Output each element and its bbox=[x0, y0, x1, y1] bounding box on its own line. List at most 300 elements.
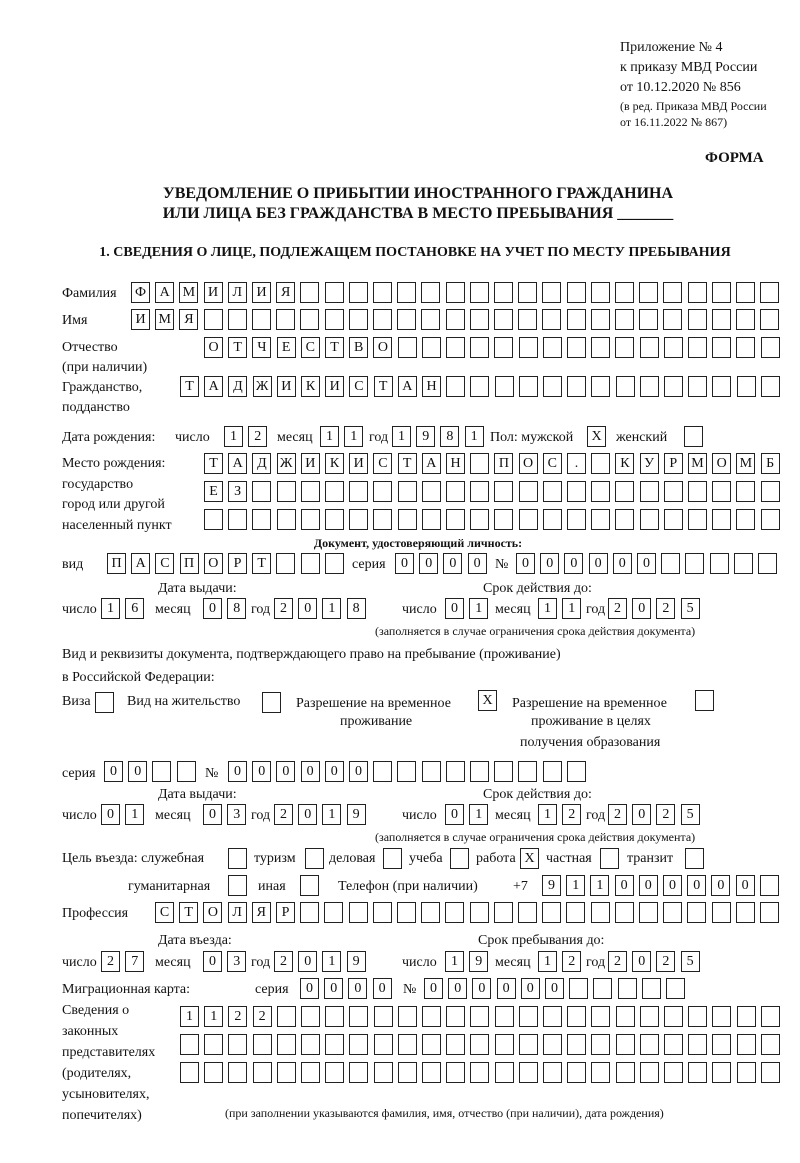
char-cell[interactable] bbox=[325, 553, 344, 574]
char-cell[interactable] bbox=[615, 481, 634, 502]
char-cell[interactable]: З bbox=[228, 481, 247, 502]
char-cell[interactable] bbox=[325, 1006, 344, 1027]
char-cell[interactable]: 0 bbox=[663, 875, 682, 896]
char-cell[interactable]: 0 bbox=[419, 553, 438, 574]
char-cell[interactable] bbox=[736, 282, 755, 303]
char-cell[interactable] bbox=[446, 481, 465, 502]
char-cell[interactable]: 6 bbox=[125, 598, 144, 619]
char-cell[interactable]: 1 bbox=[562, 598, 581, 619]
char-cell[interactable]: 5 bbox=[681, 951, 700, 972]
char-cell[interactable] bbox=[446, 282, 465, 303]
char-cell[interactable] bbox=[712, 1006, 731, 1027]
char-cell[interactable] bbox=[761, 481, 780, 502]
purpose-transit-checkbox[interactable] bbox=[685, 848, 704, 869]
char-cell[interactable] bbox=[446, 1034, 465, 1055]
char-cell[interactable] bbox=[252, 481, 271, 502]
purpose-private-checkbox[interactable] bbox=[600, 848, 619, 869]
char-cell[interactable]: 0 bbox=[472, 978, 491, 999]
char-cell[interactable]: 1 bbox=[322, 598, 341, 619]
char-cell[interactable]: 0 bbox=[298, 598, 317, 619]
char-cell[interactable] bbox=[615, 902, 634, 923]
char-cell[interactable]: 2 bbox=[608, 804, 627, 825]
char-cell[interactable]: 0 bbox=[632, 804, 651, 825]
char-cell[interactable] bbox=[470, 902, 489, 923]
char-cell[interactable] bbox=[567, 309, 586, 330]
char-cell[interactable] bbox=[422, 761, 441, 782]
char-cell[interactable]: 2 bbox=[562, 951, 581, 972]
char-cell[interactable] bbox=[422, 1006, 441, 1027]
char-cell[interactable] bbox=[591, 481, 610, 502]
char-cell[interactable] bbox=[712, 902, 731, 923]
char-cell[interactable]: 9 bbox=[469, 951, 488, 972]
char-cell[interactable] bbox=[397, 761, 416, 782]
char-cell[interactable]: Т bbox=[252, 553, 271, 574]
char-cell[interactable] bbox=[470, 453, 489, 474]
char-cell[interactable]: 1 bbox=[392, 426, 411, 447]
char-cell[interactable]: 1 bbox=[322, 951, 341, 972]
char-cell[interactable]: 0 bbox=[395, 553, 414, 574]
char-cell[interactable] bbox=[228, 309, 247, 330]
char-cell[interactable] bbox=[518, 309, 537, 330]
char-cell[interactable]: 7 bbox=[125, 951, 144, 972]
char-cell[interactable] bbox=[591, 453, 610, 474]
char-cell[interactable]: А bbox=[228, 453, 247, 474]
char-cell[interactable] bbox=[685, 553, 704, 574]
char-cell[interactable] bbox=[688, 337, 707, 358]
purpose-study-checkbox[interactable] bbox=[450, 848, 469, 869]
char-cell[interactable] bbox=[615, 337, 634, 358]
char-cell[interactable] bbox=[688, 282, 707, 303]
char-cell[interactable] bbox=[519, 376, 538, 397]
char-cell[interactable] bbox=[495, 1062, 514, 1083]
char-cell[interactable] bbox=[688, 1006, 707, 1027]
char-cell[interactable]: 2 bbox=[656, 804, 675, 825]
char-cell[interactable] bbox=[736, 481, 755, 502]
char-cell[interactable] bbox=[398, 1062, 417, 1083]
char-cell[interactable]: О bbox=[204, 337, 223, 358]
char-cell[interactable]: К bbox=[615, 453, 634, 474]
char-cell[interactable] bbox=[180, 1034, 199, 1055]
char-cell[interactable] bbox=[567, 282, 586, 303]
char-cell[interactable]: 2 bbox=[608, 598, 627, 619]
char-cell[interactable]: Н bbox=[422, 376, 441, 397]
visa-checkbox[interactable] bbox=[95, 692, 114, 713]
char-cell[interactable]: 2 bbox=[656, 951, 675, 972]
char-cell[interactable] bbox=[373, 481, 392, 502]
char-cell[interactable]: С bbox=[543, 453, 562, 474]
char-cell[interactable]: К bbox=[301, 376, 320, 397]
char-cell[interactable]: 0 bbox=[104, 761, 123, 782]
char-cell[interactable] bbox=[204, 1034, 223, 1055]
char-cell[interactable]: 1 bbox=[125, 804, 144, 825]
char-cell[interactable] bbox=[518, 902, 537, 923]
char-cell[interactable]: 8 bbox=[227, 598, 246, 619]
char-cell[interactable] bbox=[446, 509, 465, 530]
char-cell[interactable] bbox=[640, 1034, 659, 1055]
char-cell[interactable] bbox=[470, 1062, 489, 1083]
char-cell[interactable] bbox=[688, 1062, 707, 1083]
char-cell[interactable] bbox=[373, 309, 392, 330]
char-cell[interactable] bbox=[301, 509, 320, 530]
char-cell[interactable] bbox=[567, 1062, 586, 1083]
char-cell[interactable]: О bbox=[519, 453, 538, 474]
char-cell[interactable] bbox=[398, 1034, 417, 1055]
char-cell[interactable] bbox=[736, 902, 755, 923]
char-cell[interactable] bbox=[446, 1062, 465, 1083]
char-cell[interactable] bbox=[422, 481, 441, 502]
char-cell[interactable] bbox=[737, 376, 756, 397]
char-cell[interactable] bbox=[663, 309, 682, 330]
char-cell[interactable]: 0 bbox=[497, 978, 516, 999]
char-cell[interactable] bbox=[664, 481, 683, 502]
char-cell[interactable] bbox=[228, 1034, 247, 1055]
char-cell[interactable]: О bbox=[373, 337, 392, 358]
char-cell[interactable]: Б bbox=[761, 453, 780, 474]
char-cell[interactable]: С bbox=[155, 902, 174, 923]
char-cell[interactable]: Ф bbox=[131, 282, 150, 303]
char-cell[interactable]: 0 bbox=[349, 761, 368, 782]
char-cell[interactable]: 1 bbox=[180, 1006, 199, 1027]
char-cell[interactable]: 0 bbox=[348, 978, 367, 999]
char-cell[interactable]: 2 bbox=[608, 951, 627, 972]
char-cell[interactable]: 9 bbox=[347, 951, 366, 972]
char-cell[interactable] bbox=[664, 1062, 683, 1083]
char-cell[interactable] bbox=[567, 1034, 586, 1055]
temp-permit-checkbox[interactable]: X bbox=[478, 690, 497, 711]
char-cell[interactable]: 0 bbox=[300, 978, 319, 999]
char-cell[interactable] bbox=[470, 309, 489, 330]
char-cell[interactable] bbox=[640, 337, 659, 358]
char-cell[interactable] bbox=[518, 761, 537, 782]
char-cell[interactable] bbox=[688, 481, 707, 502]
char-cell[interactable] bbox=[518, 282, 537, 303]
char-cell[interactable]: Т bbox=[179, 902, 198, 923]
char-cell[interactable]: 0 bbox=[203, 951, 222, 972]
char-cell[interactable] bbox=[421, 902, 440, 923]
char-cell[interactable]: 0 bbox=[736, 875, 755, 896]
char-cell[interactable] bbox=[760, 309, 779, 330]
char-cell[interactable] bbox=[761, 509, 780, 530]
char-cell[interactable]: Л bbox=[228, 902, 247, 923]
char-cell[interactable] bbox=[470, 1006, 489, 1027]
char-cell[interactable] bbox=[639, 282, 658, 303]
char-cell[interactable] bbox=[591, 376, 610, 397]
char-cell[interactable] bbox=[615, 282, 634, 303]
char-cell[interactable] bbox=[349, 1006, 368, 1027]
char-cell[interactable]: 0 bbox=[203, 598, 222, 619]
char-cell[interactable]: 1 bbox=[590, 875, 609, 896]
char-cell[interactable]: 9 bbox=[542, 875, 561, 896]
char-cell[interactable]: С bbox=[349, 376, 368, 397]
char-cell[interactable]: 2 bbox=[253, 1006, 272, 1027]
char-cell[interactable] bbox=[325, 282, 344, 303]
char-cell[interactable] bbox=[446, 309, 465, 330]
char-cell[interactable] bbox=[519, 337, 538, 358]
char-cell[interactable] bbox=[734, 553, 753, 574]
char-cell[interactable]: Т bbox=[228, 337, 247, 358]
char-cell[interactable] bbox=[567, 337, 586, 358]
char-cell[interactable]: И bbox=[204, 282, 223, 303]
char-cell[interactable]: С bbox=[373, 453, 392, 474]
char-cell[interactable] bbox=[349, 1034, 368, 1055]
char-cell[interactable] bbox=[543, 1006, 562, 1027]
char-cell[interactable] bbox=[349, 481, 368, 502]
char-cell[interactable] bbox=[374, 1006, 393, 1027]
char-cell[interactable] bbox=[446, 376, 465, 397]
char-cell[interactable]: 0 bbox=[424, 978, 443, 999]
char-cell[interactable]: С bbox=[301, 337, 320, 358]
char-cell[interactable] bbox=[177, 761, 196, 782]
char-cell[interactable]: М bbox=[179, 282, 198, 303]
char-cell[interactable]: Д bbox=[228, 376, 247, 397]
char-cell[interactable]: 0 bbox=[615, 875, 634, 896]
char-cell[interactable]: 1 bbox=[566, 875, 585, 896]
char-cell[interactable] bbox=[495, 1034, 514, 1055]
char-cell[interactable]: 0 bbox=[228, 761, 247, 782]
char-cell[interactable] bbox=[761, 376, 780, 397]
char-cell[interactable] bbox=[664, 337, 683, 358]
char-cell[interactable]: 1 bbox=[469, 804, 488, 825]
char-cell[interactable]: Ж bbox=[277, 453, 296, 474]
char-cell[interactable] bbox=[494, 282, 513, 303]
char-cell[interactable] bbox=[373, 761, 392, 782]
char-cell[interactable] bbox=[494, 481, 513, 502]
char-cell[interactable]: Р bbox=[664, 453, 683, 474]
char-cell[interactable] bbox=[277, 1034, 296, 1055]
char-cell[interactable]: 0 bbox=[613, 553, 632, 574]
char-cell[interactable]: 2 bbox=[274, 598, 293, 619]
char-cell[interactable]: А bbox=[422, 453, 441, 474]
char-cell[interactable]: 1 bbox=[538, 951, 557, 972]
char-cell[interactable] bbox=[688, 1034, 707, 1055]
char-cell[interactable] bbox=[737, 1006, 756, 1027]
char-cell[interactable] bbox=[664, 1006, 683, 1027]
char-cell[interactable]: 0 bbox=[711, 875, 730, 896]
char-cell[interactable] bbox=[640, 376, 659, 397]
char-cell[interactable] bbox=[543, 761, 562, 782]
char-cell[interactable]: 0 bbox=[589, 553, 608, 574]
char-cell[interactable]: Е bbox=[277, 337, 296, 358]
char-cell[interactable]: 3 bbox=[227, 804, 246, 825]
purpose-work-checkbox[interactable]: X bbox=[520, 848, 539, 869]
char-cell[interactable] bbox=[325, 1062, 344, 1083]
char-cell[interactable]: А bbox=[398, 376, 417, 397]
char-cell[interactable] bbox=[422, 1034, 441, 1055]
char-cell[interactable] bbox=[687, 902, 706, 923]
char-cell[interactable]: 2 bbox=[656, 598, 675, 619]
char-cell[interactable] bbox=[204, 509, 223, 530]
char-cell[interactable] bbox=[567, 481, 586, 502]
char-cell[interactable]: 0 bbox=[637, 553, 656, 574]
char-cell[interactable]: Ч bbox=[252, 337, 271, 358]
char-cell[interactable] bbox=[591, 1062, 610, 1083]
char-cell[interactable] bbox=[470, 282, 489, 303]
char-cell[interactable]: 0 bbox=[564, 553, 583, 574]
char-cell[interactable] bbox=[664, 376, 683, 397]
char-cell[interactable] bbox=[758, 553, 777, 574]
char-cell[interactable]: 0 bbox=[325, 761, 344, 782]
char-cell[interactable] bbox=[324, 902, 343, 923]
char-cell[interactable] bbox=[569, 978, 588, 999]
char-cell[interactable]: 5 bbox=[681, 598, 700, 619]
char-cell[interactable]: М bbox=[688, 453, 707, 474]
char-cell[interactable] bbox=[615, 309, 634, 330]
char-cell[interactable] bbox=[301, 481, 320, 502]
char-cell[interactable] bbox=[760, 902, 779, 923]
char-cell[interactable] bbox=[494, 509, 513, 530]
char-cell[interactable] bbox=[252, 509, 271, 530]
char-cell[interactable] bbox=[300, 309, 319, 330]
char-cell[interactable]: 0 bbox=[252, 761, 271, 782]
char-cell[interactable]: П bbox=[494, 453, 513, 474]
char-cell[interactable] bbox=[591, 509, 610, 530]
char-cell[interactable] bbox=[300, 282, 319, 303]
char-cell[interactable] bbox=[543, 376, 562, 397]
char-cell[interactable] bbox=[712, 376, 731, 397]
char-cell[interactable]: Н bbox=[446, 453, 465, 474]
char-cell[interactable] bbox=[737, 1062, 756, 1083]
char-cell[interactable]: Т bbox=[180, 376, 199, 397]
char-cell[interactable] bbox=[446, 761, 465, 782]
char-cell[interactable] bbox=[277, 1006, 296, 1027]
char-cell[interactable]: 2 bbox=[228, 1006, 247, 1027]
char-cell[interactable]: 1 bbox=[344, 426, 363, 447]
char-cell[interactable] bbox=[445, 902, 464, 923]
sex-female-checkbox[interactable] bbox=[684, 426, 703, 447]
char-cell[interactable] bbox=[495, 376, 514, 397]
char-cell[interactable] bbox=[663, 282, 682, 303]
char-cell[interactable] bbox=[152, 761, 171, 782]
char-cell[interactable]: А bbox=[204, 376, 223, 397]
char-cell[interactable]: Р bbox=[228, 553, 247, 574]
char-cell[interactable]: 9 bbox=[416, 426, 435, 447]
char-cell[interactable] bbox=[470, 376, 489, 397]
char-cell[interactable] bbox=[737, 1034, 756, 1055]
char-cell[interactable] bbox=[542, 902, 561, 923]
char-cell[interactable] bbox=[640, 481, 659, 502]
purpose-humanitarian-checkbox[interactable] bbox=[228, 875, 247, 896]
char-cell[interactable]: 0 bbox=[639, 875, 658, 896]
char-cell[interactable] bbox=[616, 376, 635, 397]
char-cell[interactable] bbox=[470, 481, 489, 502]
char-cell[interactable]: 9 bbox=[347, 804, 366, 825]
char-cell[interactable] bbox=[591, 309, 610, 330]
char-cell[interactable]: 1 bbox=[445, 951, 464, 972]
char-cell[interactable] bbox=[736, 509, 755, 530]
char-cell[interactable] bbox=[712, 282, 731, 303]
char-cell[interactable]: 0 bbox=[521, 978, 540, 999]
char-cell[interactable]: Ж bbox=[253, 376, 272, 397]
char-cell[interactable] bbox=[666, 978, 685, 999]
char-cell[interactable] bbox=[661, 553, 680, 574]
char-cell[interactable] bbox=[397, 309, 416, 330]
char-cell[interactable]: 1 bbox=[538, 598, 557, 619]
char-cell[interactable] bbox=[421, 309, 440, 330]
char-cell[interactable] bbox=[567, 509, 586, 530]
char-cell[interactable]: О bbox=[203, 902, 222, 923]
char-cell[interactable] bbox=[567, 761, 586, 782]
char-cell[interactable] bbox=[470, 1034, 489, 1055]
char-cell[interactable] bbox=[542, 282, 561, 303]
char-cell[interactable]: П bbox=[180, 553, 199, 574]
char-cell[interactable]: 0 bbox=[298, 951, 317, 972]
char-cell[interactable]: 1 bbox=[469, 598, 488, 619]
char-cell[interactable]: 0 bbox=[101, 804, 120, 825]
char-cell[interactable] bbox=[374, 1062, 393, 1083]
char-cell[interactable]: 0 bbox=[687, 875, 706, 896]
char-cell[interactable] bbox=[639, 309, 658, 330]
char-cell[interactable]: 0 bbox=[128, 761, 147, 782]
char-cell[interactable] bbox=[301, 1034, 320, 1055]
char-cell[interactable] bbox=[639, 902, 658, 923]
char-cell[interactable] bbox=[325, 1034, 344, 1055]
char-cell[interactable]: 0 bbox=[276, 761, 295, 782]
char-cell[interactable] bbox=[618, 978, 637, 999]
char-cell[interactable] bbox=[252, 309, 271, 330]
char-cell[interactable]: 1 bbox=[538, 804, 557, 825]
char-cell[interactable] bbox=[642, 978, 661, 999]
char-cell[interactable]: 2 bbox=[274, 951, 293, 972]
char-cell[interactable] bbox=[761, 1034, 780, 1055]
char-cell[interactable]: Я bbox=[276, 282, 295, 303]
purpose-other-checkbox[interactable] bbox=[300, 875, 319, 896]
char-cell[interactable] bbox=[519, 509, 538, 530]
char-cell[interactable] bbox=[494, 309, 513, 330]
char-cell[interactable] bbox=[664, 1034, 683, 1055]
char-cell[interactable]: 0 bbox=[373, 978, 392, 999]
char-cell[interactable] bbox=[349, 309, 368, 330]
char-cell[interactable]: 0 bbox=[203, 804, 222, 825]
char-cell[interactable]: С bbox=[155, 553, 174, 574]
char-cell[interactable] bbox=[374, 1034, 393, 1055]
char-cell[interactable] bbox=[567, 1006, 586, 1027]
char-cell[interactable] bbox=[325, 309, 344, 330]
char-cell[interactable]: 0 bbox=[545, 978, 564, 999]
char-cell[interactable]: А bbox=[155, 282, 174, 303]
char-cell[interactable] bbox=[397, 282, 416, 303]
char-cell[interactable] bbox=[470, 761, 489, 782]
char-cell[interactable] bbox=[712, 337, 731, 358]
char-cell[interactable]: 0 bbox=[632, 951, 651, 972]
char-cell[interactable] bbox=[325, 509, 344, 530]
char-cell[interactable] bbox=[760, 282, 779, 303]
char-cell[interactable]: 8 bbox=[347, 598, 366, 619]
char-cell[interactable]: М bbox=[736, 453, 755, 474]
char-cell[interactable]: . bbox=[567, 453, 586, 474]
char-cell[interactable]: 0 bbox=[516, 553, 535, 574]
char-cell[interactable]: 2 bbox=[562, 804, 581, 825]
char-cell[interactable] bbox=[688, 376, 707, 397]
char-cell[interactable] bbox=[349, 509, 368, 530]
char-cell[interactable]: Т bbox=[325, 337, 344, 358]
char-cell[interactable]: О bbox=[204, 553, 223, 574]
char-cell[interactable]: И bbox=[349, 453, 368, 474]
char-cell[interactable] bbox=[446, 337, 465, 358]
char-cell[interactable] bbox=[736, 337, 755, 358]
char-cell[interactable]: Т bbox=[374, 376, 393, 397]
char-cell[interactable] bbox=[616, 1062, 635, 1083]
char-cell[interactable]: Л bbox=[228, 282, 247, 303]
char-cell[interactable]: Р bbox=[276, 902, 295, 923]
char-cell[interactable] bbox=[519, 481, 538, 502]
purpose-service-checkbox[interactable] bbox=[228, 848, 247, 869]
char-cell[interactable]: И bbox=[301, 453, 320, 474]
char-cell[interactable]: 1 bbox=[204, 1006, 223, 1027]
char-cell[interactable]: Я bbox=[179, 309, 198, 330]
char-cell[interactable] bbox=[760, 875, 779, 896]
char-cell[interactable]: 1 bbox=[101, 598, 120, 619]
char-cell[interactable]: 1 bbox=[320, 426, 339, 447]
